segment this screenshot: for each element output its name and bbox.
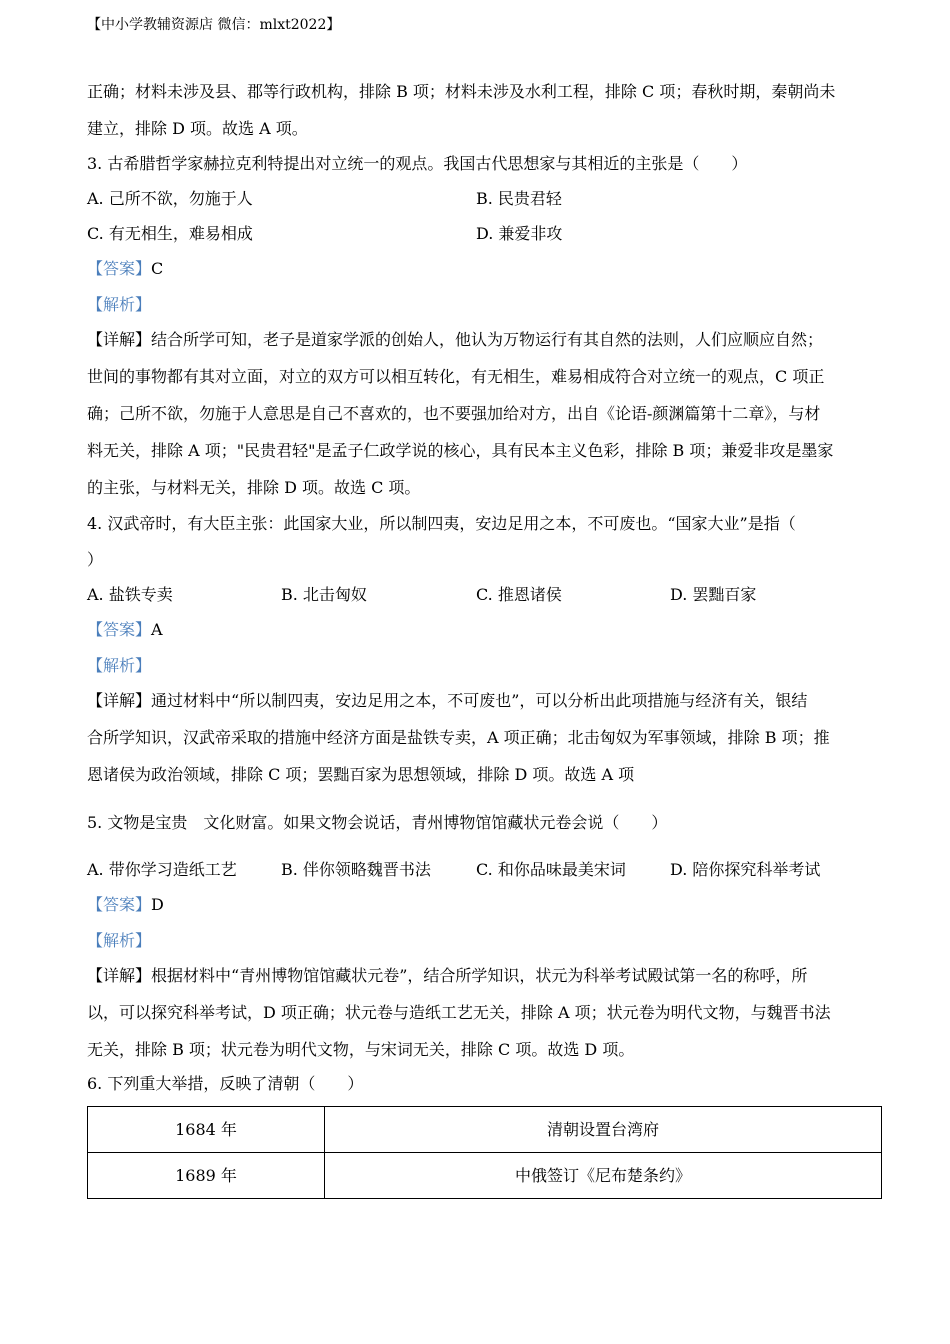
detail-text: 合所学知识，汉武帝采取的措施中经济方面是盐铁专卖，A 项正确；北击匈奴为军事领域，排除 B 项；推 xyxy=(87,728,830,747)
option-a: A. 带你学习造纸工艺 xyxy=(87,860,237,879)
option-c: C. 推恩诸侯 xyxy=(476,585,562,604)
table-cell-event: 清朝设置台湾府 xyxy=(325,1107,882,1153)
answer-value: D xyxy=(151,895,164,914)
events-table xyxy=(87,1106,882,1199)
text-line: 建立，排除 D 项。故选 A 项。 xyxy=(87,119,308,138)
option-b: B. 民贵君轻 xyxy=(476,189,562,208)
detail-line xyxy=(87,330,823,350)
table-row xyxy=(88,1107,882,1153)
option-c: C. 有无相生，难易相成 xyxy=(87,224,253,243)
answer-line xyxy=(87,620,163,640)
option-a: A. 己所不欲，勿施于人 xyxy=(87,189,253,208)
question-6: 6. 下列重大举措，反映了清朝（ ） xyxy=(87,1074,364,1093)
detail-text: 结合所学可知，老子是道家学派的创始人，他认为万物运行有其自然的法则，人们应顺应自然； xyxy=(151,330,824,349)
answer-value: A xyxy=(151,620,163,639)
answer-tag: 【答案】 xyxy=(87,895,152,914)
detail-tag: 【详解】 xyxy=(87,330,152,349)
option-d: D. 罢黜百家 xyxy=(670,585,757,604)
answer-tag: 【答案】 xyxy=(87,259,152,278)
question-4-cont: ） xyxy=(87,550,104,569)
answer-line xyxy=(87,259,163,279)
option-b: B. 北击匈奴 xyxy=(281,585,367,604)
detail-text: 世间的事物都有其对立面，对立的双方可以相互转化，有无相生，难易相成符合对立统一的观点，C 项正 xyxy=(87,367,825,386)
table-row xyxy=(88,1153,882,1199)
detail-tag: 【详解】 xyxy=(87,966,152,985)
question-3: 3. 古希腊哲学家赫拉克利特提出对立统一的观点。我国古代思想家与其相近的主张是（ ） xyxy=(87,154,748,173)
question-4: 4. 汉武帝时，有大臣主张：此国家大业，所以制四夷，安边足用之本，不可废也。“国家大业”是指（ xyxy=(87,514,796,533)
analysis-tag: 【解析】 xyxy=(87,931,152,950)
detail-line xyxy=(87,966,807,986)
answer-value: C xyxy=(151,259,164,278)
detail-text: 通过材料中“所以制四夷，安边足用之本，不可废也”，可以分析出此项措施与经济有关，银结 xyxy=(151,691,808,710)
option-c: C. 和你品味最美宋词 xyxy=(476,860,626,879)
analysis-tag: 【解析】 xyxy=(87,656,152,675)
answer-tag: 【答案】 xyxy=(87,620,152,639)
detail-text: 确；己所不欲，勿施于人意思是自己不喜欢的，也不要强加给对方，出自《论语-颜渊篇第十二章》，与材 xyxy=(87,404,821,423)
detail-text: 根据材料中“青州博物馆馆藏状元卷”，结合所学知识，状元为科举考试殿试第一名的称呼，所 xyxy=(151,966,808,985)
table-cell-year: 1684 年 xyxy=(88,1107,325,1153)
detail-line xyxy=(87,691,807,711)
detail-text: 的主张，与材料无关，排除 D 项。故选 C 项。 xyxy=(87,478,421,497)
answer-line xyxy=(87,895,164,915)
text-line: 正确；材料未涉及县、郡等行政机构，排除 B 项；材料未涉及水利工程，排除 C 项；春秋时期，秦朝尚未 xyxy=(87,82,836,101)
option-b: B. 伴你领略魏晋书法 xyxy=(281,860,431,879)
table-cell-event: 中俄签订《尼布楚条约》 xyxy=(325,1153,882,1199)
detail-text: 料无关，排除 A 项；"民贵君轻"是孟子仁政学说的核心，具有民本主义色彩，排除 B 项；兼爱非攻是墨家 xyxy=(87,441,834,460)
option-d: D. 陪你探究科举考试 xyxy=(670,860,821,879)
detail-tag: 【详解】 xyxy=(87,691,152,710)
table-cell-year: 1689 年 xyxy=(88,1153,325,1199)
option-d: D. 兼爱非攻 xyxy=(476,224,563,243)
page-header: 【中小学教辅资源店 微信：mlxt2022】 xyxy=(87,17,341,33)
analysis-tag: 【解析】 xyxy=(87,295,152,314)
detail-text: 无关，排除 B 项；状元卷为明代文物，与宋词无关，排除 C 项。故选 D 项。 xyxy=(87,1040,635,1059)
question-5: 5. 文物是宝贵 文化财富。如果文物会说话，青州博物馆馆藏状元卷会说（ ） xyxy=(87,813,668,832)
option-a: A. 盐铁专卖 xyxy=(87,585,173,604)
detail-text: 恩诸侯为政治领域，排除 C 项；罢黜百家为思想领域，排除 D 项。故选 A 项 xyxy=(87,765,635,784)
detail-text: 以，可以探究科举考试，D 项正确；状元卷与造纸工艺无关，排除 A 项；状元卷为明代文物，与魏晋书法 xyxy=(87,1003,831,1022)
